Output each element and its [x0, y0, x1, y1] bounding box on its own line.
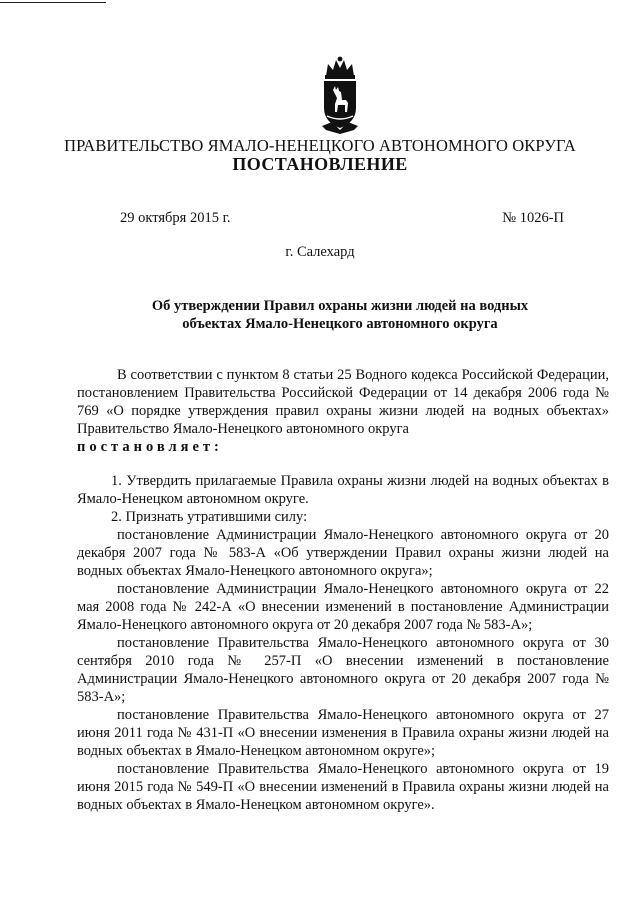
- item-2: 2. Признать утратившими силу:: [111, 509, 308, 525]
- document-city: г. Салехард: [285, 244, 355, 260]
- resolves-word: постановляет:: [77, 439, 223, 455]
- document-subject: Об утверждении Правил охраны жизни людей на водных объектах Ямало-Ненецкого автономного округа: [151, 298, 529, 332]
- repealed-item: постановление Правительства Ямало-Ненецкого автономного округа от 27 июня 2011 года № 431-П «О внесении изменения в Правила охраны жизни людей на водных объектах в Ямало-Ненецком автономном округе»;: [77, 707, 609, 759]
- item-1: 1. Утвердить прилагаемые Правила охраны жизни людей на водных объектах в Ямало-Ненецком автономном округе.: [77, 473, 609, 507]
- document-type: ПОСТАНОВЛЕНИЕ: [232, 154, 408, 174]
- government-title: ПРАВИТЕЛЬСТВО ЯМАЛО-НЕНЕЦКОГО АВТОНОМНОГО ОКРУГА: [64, 136, 576, 155]
- preamble-paragraph: В соответствии с пунктом 8 статьи 25 Водного кодекса Российской Федерации, постановлением Правительства Российской Федерации от 14 декабря 2006 года № 769 «О порядке утверждения правил охраны жизни людей на водных объектах» Правительство Ямало-Ненецкого автономного округа: [77, 367, 609, 437]
- repealed-item: постановление Правительства Ямало-Ненецкого автономного округа от 30 сентября 2010 года № 257-П «О внесении изменений в постановление Администрации Ямало-Ненецкого автономного округа от 20 декабря 2007 года № 583-А»;: [77, 635, 609, 705]
- document-body: [77, 366, 609, 814]
- paragraph-gap: [77, 456, 609, 472]
- repealed-item: постановление Правительства Ямало-Ненецкого автономного округа от 19 июня 2015 года № 549-П «О внесении изменений в Правила охраны жизни людей на водных объектах в Ямало-Ненецком автономном округе».: [77, 761, 609, 813]
- repealed-item: постановление Администрации Ямало-Ненецкого автономного округа от 22 мая 2008 года № 242-А «О внесении изменений в постановление Администрации Ямало-Ненецкого автономного округа от 20 декабря 2007 года № 583-А»;: [77, 581, 609, 633]
- coat-of-arms-icon: [318, 56, 362, 136]
- repealed-item: постановление Администрации Ямало-Ненецкого автономного округа от 20 декабря 2007 года № 583-А «Об утверждении Правил охраны жизни людей на водных объектах Ямало-Ненецкого автономного округа»;: [77, 527, 609, 579]
- top-rule: [0, 2, 106, 3]
- document-date: 29 октября 2015 г.: [120, 210, 231, 226]
- document-number: № 1026-П: [502, 210, 564, 226]
